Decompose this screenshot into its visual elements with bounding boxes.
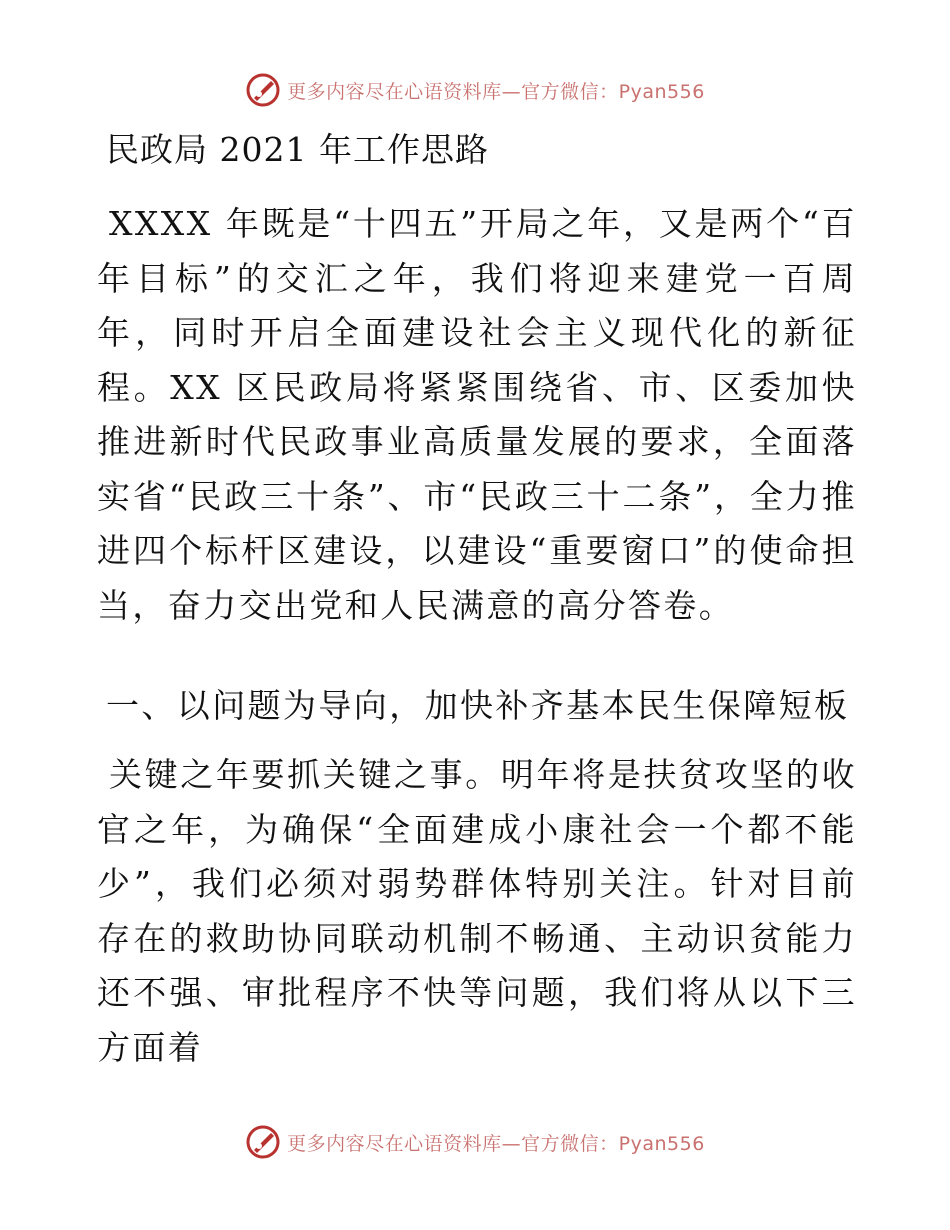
paragraph-intro: XXXX 年既是“十四五”开局之年，又是两个“百年目标”的交汇之年，我们将迎来建党一百周年，同时开启全面建设社会主义现代化的新征程。XX 区民政局将紧紧围绕省、市、区委加快推进新时代民政事业高质量发展的要求，全面落实省“民政三十条”、市“民政三十二条”，全力推进四个标杆区建设，以建设“重要窗口”的使命担当，奋力交出党和人民满意的高分答卷。	[97, 204, 857, 625]
watermark-text: 更多内容尽在心语资料库—官方微信：Pyan556	[287, 80, 705, 103]
watermark-footer	[0, 1122, 950, 1162]
section-heading: 一、以问题为导向，加快补齐基本民生保障短板	[106, 686, 850, 725]
watermark-logo-icon	[245, 1124, 281, 1160]
watermark-text: 更多内容尽在心语资料库—官方微信：Pyan556	[287, 1132, 705, 1155]
watermark-logo-icon	[245, 72, 281, 108]
document-title: 民政局 2021 年工作思路	[106, 130, 489, 169]
paragraph-section-1: 关键之年要抓关键之事。明年将是扶贫攻坚的收官之年，为确保“全面建成小康社会一个都不能少”，我们必须对弱势群体特别关注。针对目前存在的救助协同联动机制不畅通、主动识贫能力还不强、审批程序不快等问题，我们将从以下三方面着	[97, 755, 857, 1067]
watermark-header	[0, 70, 950, 110]
